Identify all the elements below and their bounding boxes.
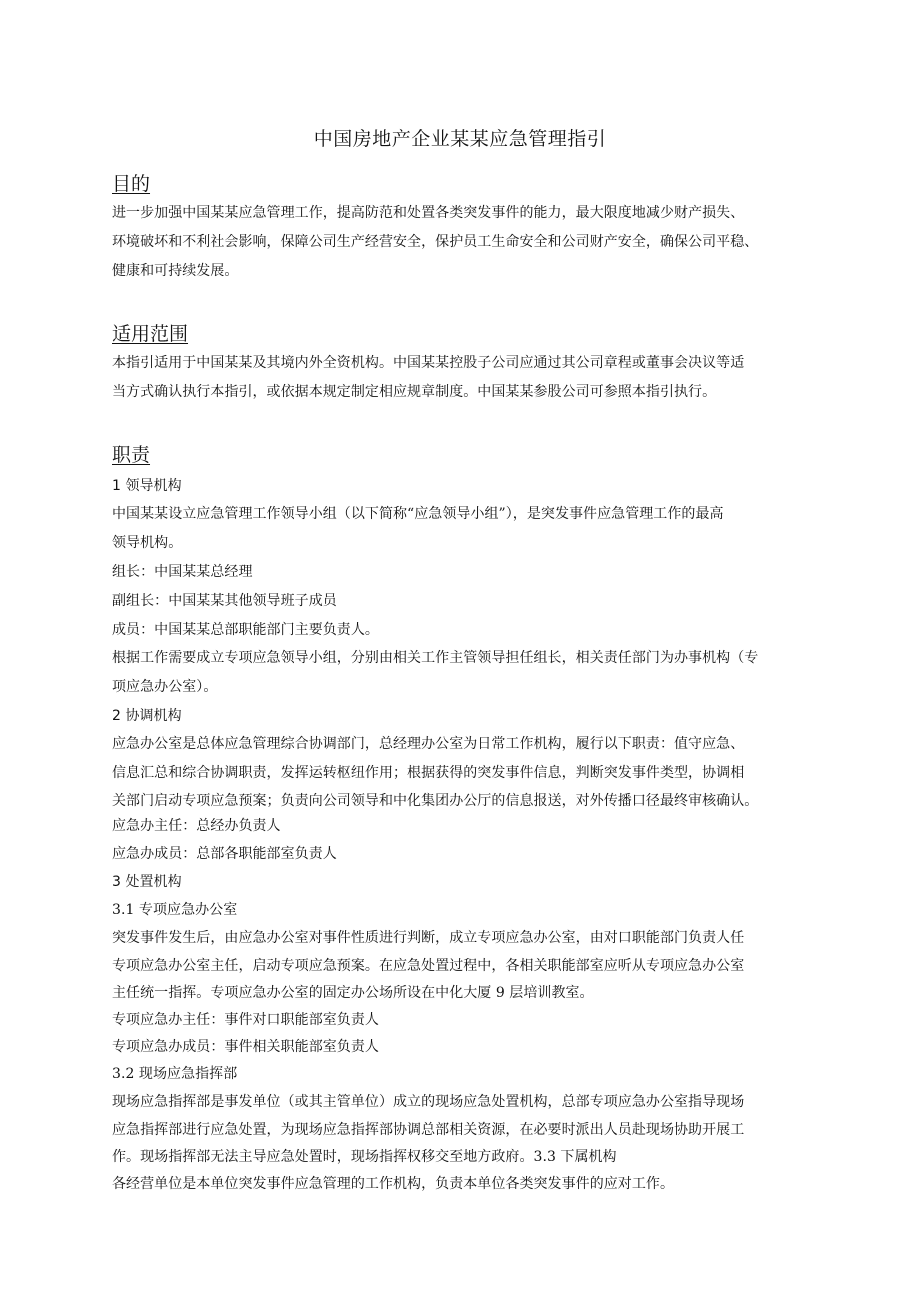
paragraph-line: 本指引适用于中国某某及其境内外全资机构。中国某某控股子公司应通过其公司章程或董事会决议等适 bbox=[112, 355, 745, 371]
paragraph-line: 应急指挥部进行应急处置，为现场应急指挥部协调总部相关资源，在必要时派出人员赴现场协助开展工 bbox=[112, 1122, 745, 1138]
paragraph-line: 各经营单位是本单位突发事件应急管理的工作机构，负责本单位各类突发事件的应对工作。 bbox=[112, 1176, 674, 1192]
paragraph-line: 突发事件发生后，由应急办公室对事件性质进行判断，成立专项应急办公室，由对口职能部门负责人任 bbox=[112, 930, 745, 946]
section-heading-scope: 适用范围 bbox=[112, 323, 189, 345]
paragraph-line: 现场应急指挥部是事发单位（或其主管单位）成立的现场应急处置机构，总部专项应急办公室指导现场 bbox=[112, 1094, 745, 1110]
paragraph-line: 项应急办公室）。 bbox=[112, 679, 218, 695]
paragraph-line: 领导机构。 bbox=[112, 535, 183, 551]
subheading-special-office: 3.1 专项应急办公室 bbox=[112, 902, 238, 918]
paragraph-line: 专项应急办公室主任，启动专项应急预案。在应急处置过程中，各相关职能部室应听从专项应急办公室 bbox=[112, 958, 745, 974]
paragraph-line: 当方式确认执行本指引，或依据本规定制定相应规章制度。中国某某参股公司可参照本指引执行。 bbox=[112, 384, 717, 400]
subheading-leadership: 1 领导机构 bbox=[112, 478, 182, 494]
paragraph-line: 作。现场指挥部无法主导应急处置时，现场指挥权移交至地方政府。3.3 下属机构 bbox=[112, 1149, 617, 1165]
paragraph-line: 组长：中国某某总经理 bbox=[112, 564, 253, 580]
paragraph-line: 环境破坏和不利社会影响，保障公司生产经营安全，保护员工生命安全和公司财产安全，确保公司平稳、 bbox=[112, 234, 759, 250]
paragraph-line: 应急办主任：总经办负责人 bbox=[112, 818, 281, 834]
section-heading-duties: 职责 bbox=[112, 444, 151, 466]
section-heading-purpose: 目的 bbox=[112, 173, 151, 195]
paragraph-line: 进一步加强中国某某应急管理工作，提高防范和处置各类突发事件的能力，最大限度地减少财产损失、 bbox=[112, 205, 745, 221]
document-title: 中国房地产企业某某应急管理指引 bbox=[313, 128, 607, 150]
paragraph-line: 主任统一指挥。专项应急办公室的固定办公场所设在中化大厦 9 层培训教室。 bbox=[112, 985, 594, 1001]
paragraph-line: 成员：中国某某总部职能部门主要负责人。 bbox=[112, 622, 379, 638]
paragraph-line: 根据工作需要成立专项应急领导小组，分别由相关工作主管领导担任组长，相关责任部门为办事机构（专 bbox=[112, 650, 759, 666]
paragraph-line: 专项应急办主任：事件对口职能部室负责人 bbox=[112, 1012, 379, 1028]
subheading-handling: 3 处置机构 bbox=[112, 874, 182, 890]
subheading-coordination: 2 协调机构 bbox=[112, 708, 182, 724]
paragraph-line: 关部门启动专项应急预案；负责向公司领导和中化集团办公厅的信息报送，对外传播口径最终审核确认。 bbox=[112, 793, 759, 809]
paragraph-line: 中国某某设立应急管理工作领导小组（以下简称“应急领导小组”），是突发事件应急管理工作的最高 bbox=[112, 506, 724, 522]
subheading-field-command: 3.2 现场应急指挥部 bbox=[112, 1066, 238, 1082]
paragraph-line: 应急办成员：总部各职能部室负责人 bbox=[112, 846, 337, 862]
paragraph-line: 副组长：中国某某其他领导班子成员 bbox=[112, 593, 337, 609]
paragraph-line: 信息汇总和综合协调职责，发挥运转枢纽作用；根据获得的突发事件信息，判断突发事件类型，协调相 bbox=[112, 765, 745, 781]
paragraph-line: 应急办公室是总体应急管理综合协调部门，总经理办公室为日常工作机构，履行以下职责：值守应急、 bbox=[112, 736, 745, 752]
paragraph-line: 专项应急办成员：事件相关职能部室负责人 bbox=[112, 1039, 379, 1055]
paragraph-line: 健康和可持续发展。 bbox=[112, 263, 239, 279]
